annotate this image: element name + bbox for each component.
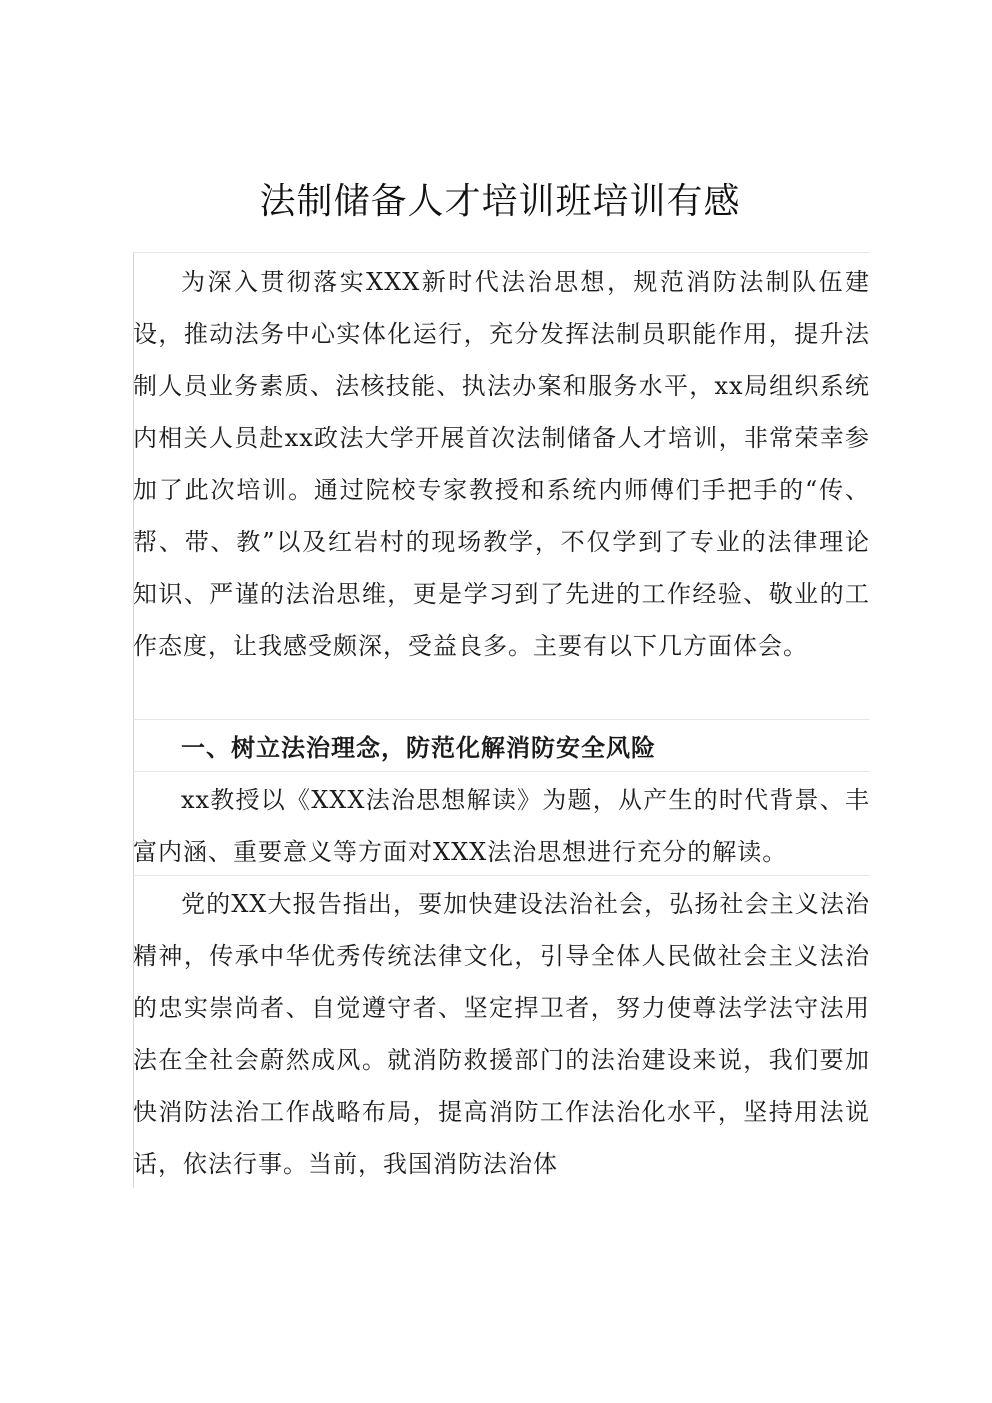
body-paragraph-intro: 为深入贯彻落实XXX新时代法治思想，规范消防法制队伍建设，推动法务中心实体化运行，充分发挥法制员职能作用，提升法制人员业务素质、法核技能、执法办案和服务水平，xx局组织系统内相关人员赴xx政法大学开展首次法制储备人才培训，非常荣幸参加了此次培训。通过院校专家教授和系统内师傅们手把手的“传、帮、带、教”以及红岩村的现场教学，不仅学到了专业的法律理论知识、严谨的法治思维，更是学习到了先进的工作经验、敬业的工作态度，让我感受颇深，受益良多。主要有以下几方面体会。 [133, 268, 870, 660]
body-paragraph-report: 党的XX大报告指出，要加快建设法治社会，弘扬社会主义法治精神，传承中华优秀传统法律文化，引导全体人民做社会主义法治的忠实崇尚者、自觉遵守者、坚定捍卫者，努力使尊法学法守法用法在全社会蔚然成风。就消防救援部门的法治建设来说，我们要加快消防法治工作战略布局，提高消防工作法治化水平，坚持用法说话，依法行事。当前，我国消防法治体 [133, 890, 870, 1178]
section-heading: 一、树立法治理念，防范化解消防安全风险 [181, 734, 656, 762]
body-paragraph-lecture: xx教授以《XXX法治思想解读》为题，从产生的时代背景、丰富内涵、重要意义等方面对XXX法治思想进行充分的解读。 [133, 786, 870, 866]
frame-top-border [133, 252, 870, 253]
document-title: 法制储备人才培训班培训有感 [259, 181, 741, 222]
